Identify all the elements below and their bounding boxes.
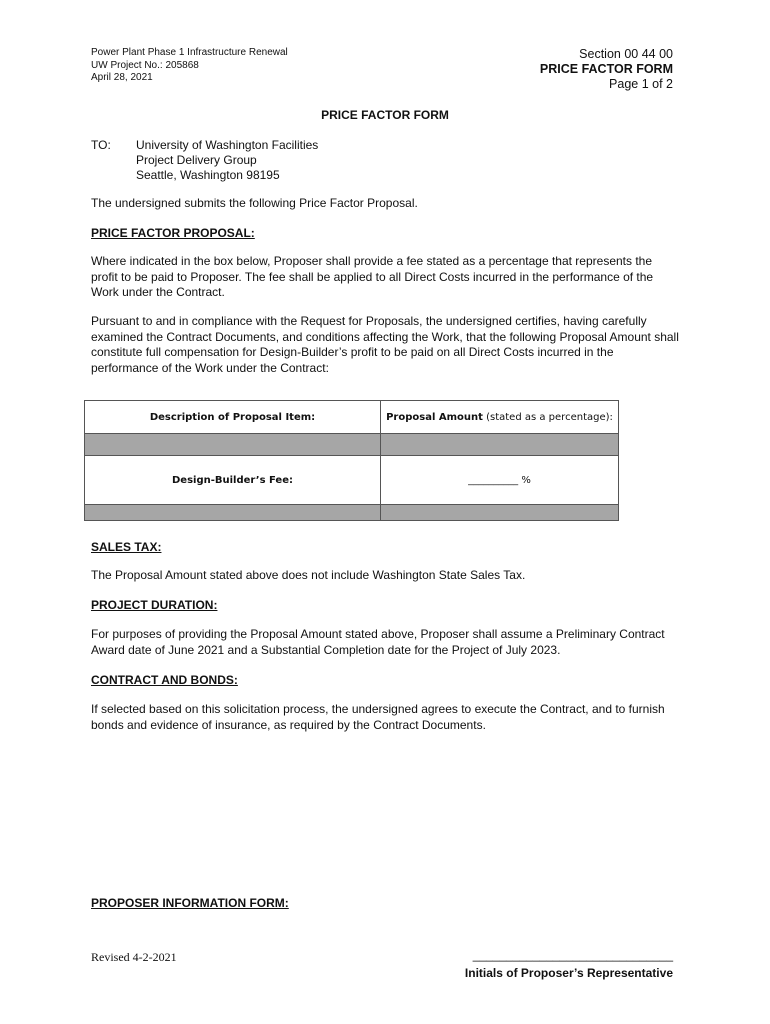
table-shaded-row <box>85 505 619 521</box>
duration-heading: PROJECT DURATION: <box>91 598 218 612</box>
price-factor-heading: PRICE FACTOR PROPOSAL: <box>91 226 255 240</box>
to-address <box>136 138 318 183</box>
to-label: TO: <box>91 138 111 152</box>
project-name: Power Plant Phase 1 Infrastructure Renewal <box>91 47 288 58</box>
header-project-info <box>91 47 288 85</box>
section-number: Section 00 44 00 <box>579 47 673 61</box>
header-section-info <box>540 47 673 92</box>
revised-date: Revised 4-2-2021 <box>91 950 177 964</box>
amount-header <box>381 401 619 434</box>
description-header: Description of Proposal Item: <box>85 401 381 434</box>
sales-tax-text: The Proposal Amount stated above does not include Washington State Sales Tax. <box>91 568 526 582</box>
shaded-cell <box>85 505 381 521</box>
address-line: Project Delivery Group <box>136 153 257 167</box>
bonds-heading: CONTRACT AND BONDS: <box>91 673 238 687</box>
initials-label: Initials of Proposer’s Representative <box>464 966 673 980</box>
fee-percentage-field[interactable]: __________ % <box>381 456 619 505</box>
table-header-row <box>85 401 619 434</box>
amount-header-note: (stated as a percentage): <box>482 411 613 423</box>
price-factor-paragraph-2: Pursuant to and in compliance with the Request for Proposals, the undersigned certifies, having carefully examined the Contract Documents, and conditions affecting the Work, that the following Proposal Amount shall constitute full compensation for Design-Builder’s profit to be paid on all Direct Costs incurred in the performance of the Work under the Contract: <box>91 314 679 375</box>
address-line: Seattle, Washington 98195 <box>136 168 280 182</box>
table-shaded-row <box>85 434 619 456</box>
document-date: April 28, 2021 <box>91 72 153 83</box>
shaded-cell <box>85 434 381 456</box>
project-number: UW Project No.: 205868 <box>91 59 199 71</box>
proposal-table <box>84 400 619 521</box>
shaded-cell <box>381 434 619 456</box>
amount-header-bold: Proposal Amount <box>386 411 483 423</box>
sales-tax-heading: SALES TAX: <box>91 540 162 554</box>
intro-text: The undersigned submits the following Price Factor Proposal. <box>91 196 418 210</box>
bonds-text: If selected based on this solicitation process, the undersigned agrees to execute the Contract, and to furnish bonds and evidence of insurance, as required by the Contract Documents. <box>91 702 665 732</box>
table-row <box>85 456 619 505</box>
duration-text: For purposes of providing the Proposal Amount stated above, Proposer shall assume a Preliminary Contract Award date of June 2021 and a Substantial Completion date for the Project of July 2023. <box>91 627 665 657</box>
initials-signature-line[interactable]: ______________________________ <box>472 948 673 962</box>
fee-label: Design-Builder’s Fee: <box>85 456 381 505</box>
form-name: PRICE FACTOR FORM <box>539 62 673 76</box>
page-number: Page 1 of 2 <box>609 77 673 91</box>
page-title: PRICE FACTOR FORM <box>321 108 449 122</box>
price-factor-paragraph-1: Where indicated in the box below, Proposer shall provide a fee stated as a percentage that represents the profit to be paid to Proposer. The fee shall be applied to all Direct Costs incurred in the performance of the Work under the Contract. <box>91 254 654 299</box>
address-line: University of Washington Facilities <box>136 138 319 152</box>
proposer-info-heading: PROPOSER INFORMATION FORM: <box>91 896 289 910</box>
shaded-cell <box>381 505 619 521</box>
